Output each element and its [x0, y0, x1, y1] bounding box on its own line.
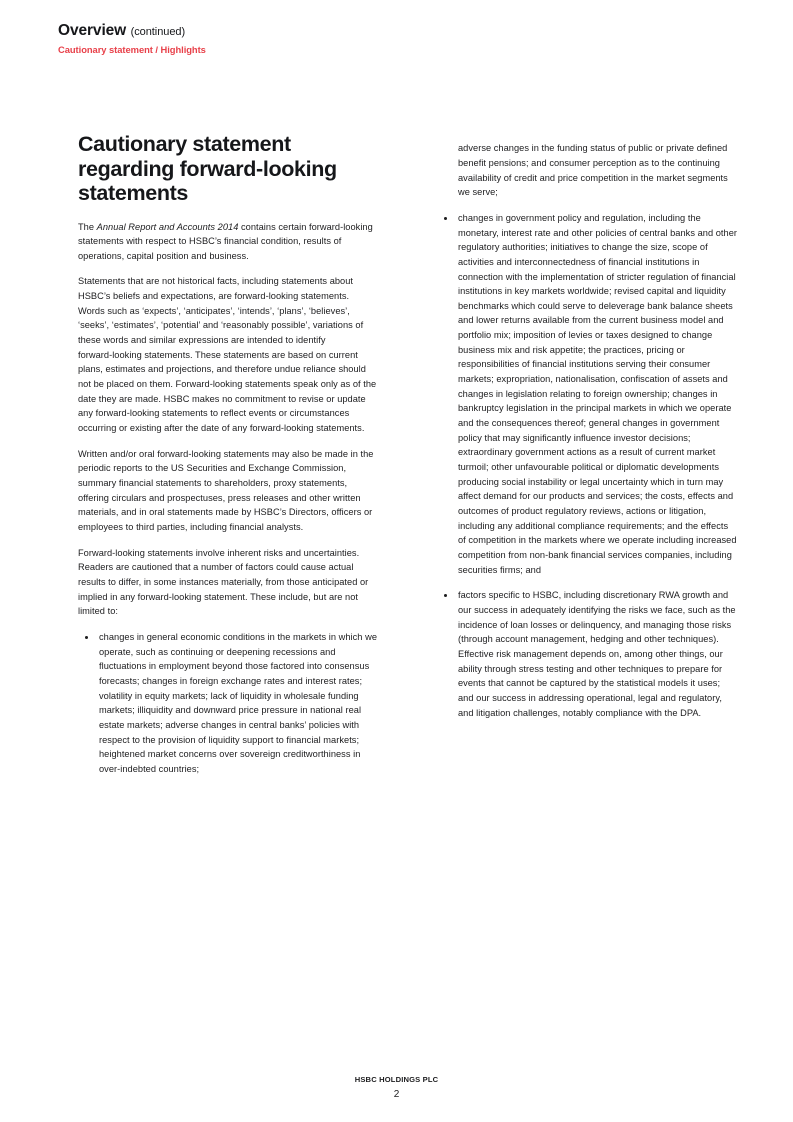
right-column — [437, 132, 737, 720]
paragraph: Forward‑looking statements involve inherent risks and uncertainties. Readers are cautioned that a number of factors could cause actual results to differ, in some instances materially, from those anticipated or implied in any forward‑looking statement. These include, but are not limited to: — [78, 547, 369, 617]
page-footer — [0, 1075, 793, 1100]
running-header — [58, 22, 738, 55]
header-subtitle: Cautionary statement / Highlights — [58, 43, 206, 55]
list-item: changes in general economic conditions in the markets in which we operate, such as continuing or deepening recessions and fluctuations in employment beyond those factored into consensus forecasts; changes in foreign exchange rates and interest rates; volatility in equity markets; lack of liquidity in wholesale funding markets; illiquidity and downward price pressure in national real estate markets; adverse changes in central banks’ policies with respect to the provision of liquidity support to financial markets; heightened market concerns over sovereign creditworthiness in over‑indebted countries; — [78, 630, 378, 777]
header-continued-label: (continued) — [130, 26, 186, 38]
intro-paragraph — [78, 220, 378, 264]
right-bullet-list — [437, 211, 737, 720]
footer-company-name: HSBC HOLDINGS PLC — [354, 1075, 439, 1084]
header-title-line — [58, 22, 738, 40]
section-title: Cautionary statement regarding forward-looking statements — [78, 132, 337, 205]
left-bullet-list — [78, 630, 378, 777]
intro-italic-report-title: Annual Report and Accounts 2014 — [96, 221, 239, 232]
body-columns — [78, 132, 737, 776]
header-title: Overview — [58, 22, 127, 39]
left-column — [78, 132, 378, 776]
list-item: factors specific to HSBC, including discretionary RWA growth and our success in adequately identifying the risks we face, such as the incidence of loan losses or delinquency, and managing those risks (through account management, hedging and other techniques). Effective risk management depends on, among other things, our ability through stress testing and other techniques to prepare for events that cannot be captured by the statistical models it uses; and our success in addressing operational, legal and regulatory, and litigation challenges, notably compliance with the DPA. — [437, 588, 737, 720]
intro-tail: contains certain forward‑looking statements with respect to HSBC’s financial condition, results of operations, capital position and business. — [78, 221, 373, 261]
paragraph: Statements that are not historical facts, including statements about HSBC’s beliefs and expectations, are forward‑looking statements. Words such as ‘expects’, ‘anticipates’, ‘intends’, ‘plans’, ‘believes’, ‘seeks’, ‘estimates’, ‘potential’ and ‘reasonably possible’, variations of these words and similar expressions are intended to identify forward‑looking statements. These statements are based on current plans, estimates and projections, and therefore undue reliance should not be placed on them. Forward‑looking statements speak only as of the date they are made. HSBC makes no commitment to revise or update any forward‑looking statements to reflect events or circumstances occurring or existing after the date of any forward‑looking statements. — [78, 276, 377, 434]
intro-lead: The — [78, 221, 97, 232]
list-item: changes in government policy and regulation, including the monetary, interest rate and other policies of central banks and other regulatory authorities; initiatives to change the size, scope of activities and interconnectedness of financial institutions in connection with the implementation of stricter regulation of financial institutions in key markets worldwide; revised capital and liquidity benchmarks which could serve to deleverage bank balance sheets and lower returns available from the current business model and portfolio mix; imposition of levies or taxes designed to change business mix and risk appetite; the practices, pricing or responsibilities of financial institutions serving their consumer markets; expropriation, nationalisation, confiscation of assets and changes in legislation relating to foreign ownership; changes in bankruptcy legislation in the principal markets in which we operate and the consequences thereof; general changes in government policy that may significantly influence investor decisions; extraordinary government actions as a result of current market turmoil; other unfavourable political or diplomatic developments producing social instability or legal uncertainty which in turn may affect demand for our products and services; the costs, effects and outcomes of product regulatory reviews, actions or litigation, including any additional compliance requirements; and the effects of competition in the markets where we operate including increased competition from non‑bank financial services companies, including securities firms; and — [437, 211, 737, 577]
paragraph: Written and/or oral forward‑looking statements may also be made in the periodic reports to the US Securities and Exchange Commission, summary financial statements to shareholders, proxy statements, offering circulars and prospectuses, press releases and other written materials, and in oral statements made by HSBC’s Directors, officers or employees to third parties, including financial analysts. — [78, 448, 374, 532]
bullet-continuation: adverse changes in the funding status of public or private defined benefit pensions; and consumer perception as to the continuing availability of credit and price competition in the market segments we serve; — [458, 143, 728, 198]
page-number: 2 — [393, 1089, 400, 1100]
